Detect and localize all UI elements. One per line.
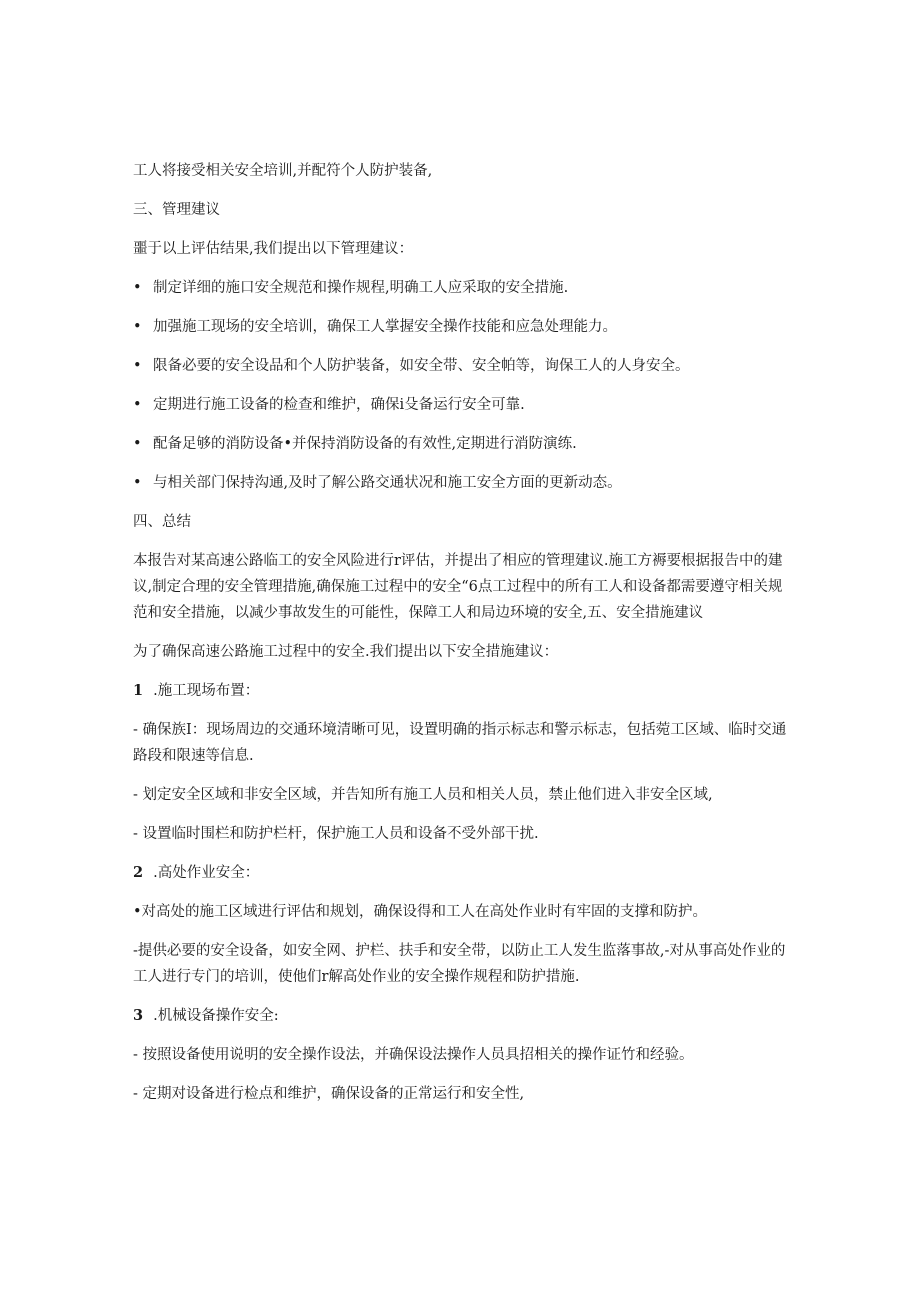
list-item: - 按照设备使用说明的安全操作设法，并确保设法操作人员具招相关的操作证竹和经验。 (133, 1047, 694, 1063)
list-item (133, 275, 795, 301)
subsection-heading-machinery (133, 1003, 795, 1029)
subsection-number: 1 (133, 682, 144, 699)
subsection-number: 2 (133, 864, 144, 881)
subsection-heading-height-work (133, 860, 795, 886)
list-item-text: 与相关部门保持沟通,及时了解公路交通状况和施工安全方面的更新动态。 (153, 475, 622, 491)
list-item: - 定期对设备进行检点和维护，确保设备的正常运行和安全性, (133, 1086, 525, 1102)
management-intro: 噩于以上评估结果,我们提出以下管理建议： (133, 241, 414, 257)
bullet-mark: • (133, 436, 142, 452)
bullet-mark: • (133, 397, 142, 413)
bullet-mark: • (133, 475, 142, 491)
list-item-text: 加强施工现场的安全培训，确保工人掌握安全操作技能和应急处理能力。 (153, 319, 617, 335)
subsection-number: 3 (133, 1007, 144, 1024)
subsection-title: .高处作业安全： (153, 865, 260, 881)
list-item: - 设置临时围栏和防护栏杆，保护施工人员和设备不受外部干扰. (133, 826, 539, 842)
list-item-text: 制定详细的施口安全规范和操作规程,明确工人应采取的安全措施. (153, 280, 569, 296)
bullet-mark: • (133, 319, 142, 335)
section-heading-summary: 四、总结 (133, 514, 191, 530)
list-item (133, 470, 795, 496)
measures-intro: 为了确保高速公路施工过程中的安全.我们提出以下安全措施建议： (133, 644, 559, 660)
summary-paragraph: 本报告对某高速公路临工的安全风险进行r评估，并提出了相应的管理建议.施工方褥要根据报告中的建议,制定合理的安全管理措施,确保施工过程中的安全“6点工过程中的所有工人和设备都需要遵守相关规范和安全措施，以减少事故发生的可能性，保障工人和局边环境的安全,五、安全措施建议 (133, 553, 783, 621)
bullet-mark: • (133, 280, 142, 296)
list-item (133, 314, 795, 340)
list-item (133, 392, 795, 418)
list-item: - 确保族I：现场周边的交通环境清晰可见，设置明确的指示标志和警示标志，包括菀工区域、临时交通路段和限速等信息. (133, 722, 787, 764)
management-bullet-list (133, 275, 795, 496)
subsection-title: .施工现场布置： (153, 683, 260, 699)
subsection-heading-site-layout (133, 678, 795, 704)
list-item (133, 353, 795, 379)
list-item (133, 431, 795, 457)
list-item-text: 定期进行施工设备的检查和维护，确保i殳备运行安全可靠. (153, 397, 525, 413)
paragraph-training: 工人将接受相关安全培训,并配符个人防护装备, (133, 163, 433, 179)
subsection-title: .机械设备操作安全: (153, 1008, 279, 1024)
section-heading-management: 三、管理建议 (133, 202, 220, 218)
list-item-text: 配备足够的消防设备•并保持消防设备的有效性,定期进行消防演练. (153, 436, 577, 452)
list-item: -提供必要的安全设备，如安全网、护栏、扶手和安全带，以防止工人发生监落事故,-对从事高处作业的工人进行专门的培训，使他们r解高处作业的安全操作规程和防护措施. (133, 943, 786, 985)
bullet-mark: • (133, 358, 142, 374)
list-item: - 划定安全区域和非安全区域，并告知所有施工人员和相关人员，禁止他们进入非安全区域, (133, 787, 713, 803)
list-item: •对高处的施工区域进行评估和规划，确保设得和工人在高处作业时有牢固的支撑和防护。 (133, 904, 708, 920)
list-item-text: 限备必要的安全设品和个人防护装备，如安全带、安全帕等，询保工人的人身安全。 (153, 358, 690, 374)
